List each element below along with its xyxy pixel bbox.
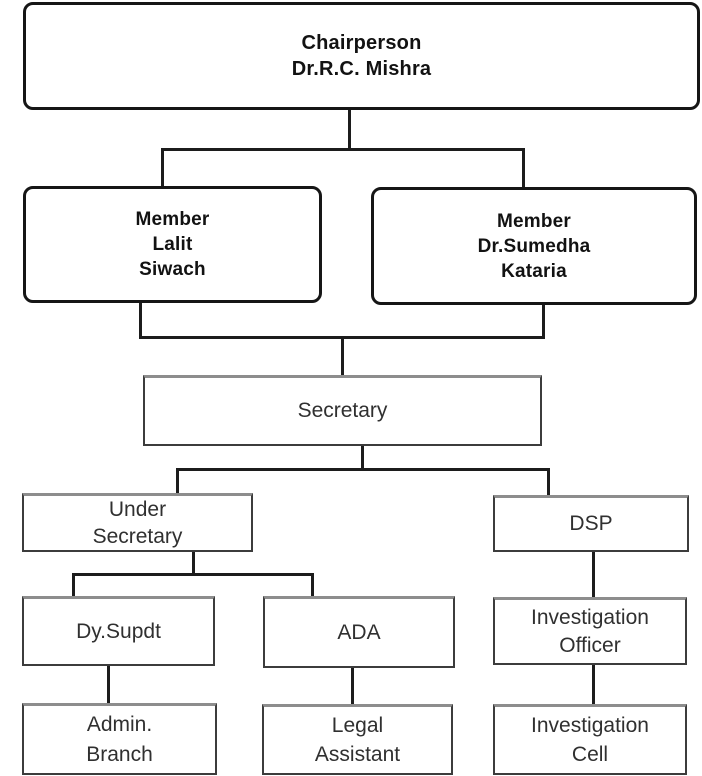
node-dy-supdt — [22, 596, 215, 666]
node-dy-supdt-label: Dy.Supdt — [76, 619, 161, 643]
node-legal-assistant-line1: Legal — [331, 714, 384, 737]
node-member-sumedha-role: Member — [496, 210, 572, 232]
node-investigation-officer-line1: Investigation — [531, 605, 649, 629]
node-chairperson-role: Chairperson — [301, 32, 422, 54]
node-ada-label: ADA — [337, 620, 381, 644]
connector-ada-legal-assistant — [351, 668, 354, 704]
node-investigation-cell-line2: Cell — [571, 743, 609, 766]
connector-member-lalit-drop — [139, 303, 142, 339]
connector-chairperson-drop — [348, 110, 351, 148]
connector-dsp-riser — [547, 468, 550, 495]
connector-under-secretary-riser — [176, 468, 179, 493]
node-legal-assistant-line2: Assistant — [314, 743, 401, 766]
node-chairperson — [23, 2, 700, 110]
node-member-lalit-firstname: Lalit — [152, 234, 193, 255]
node-ada — [263, 596, 455, 668]
connector-secretary-riser — [341, 339, 344, 375]
node-admin-branch-line1: Admin. — [86, 712, 153, 736]
connector-secretary-drop — [361, 446, 364, 470]
connector-chairperson-horizontal — [161, 148, 525, 151]
connector-member-sumedha-riser — [522, 148, 525, 187]
connector-member-lalit-riser — [161, 148, 164, 186]
connector-dy-supdt-admin-branch — [107, 666, 110, 703]
node-under-secretary-line2: Secretary — [92, 525, 183, 548]
connector-investigation-officer-cell — [592, 665, 595, 704]
node-secretary-label: Secretary — [297, 399, 388, 422]
node-under-secretary — [22, 493, 253, 552]
node-investigation-cell — [493, 704, 687, 775]
node-member-sumedha — [371, 187, 697, 305]
node-member-lalit — [23, 186, 322, 303]
connector-ada-riser — [311, 573, 314, 596]
node-dsp — [493, 495, 689, 552]
connector-secretary-horizontal — [176, 468, 550, 471]
connector-dy-supdt-riser — [72, 573, 75, 596]
node-chairperson-name: Dr.R.C. Mishra — [291, 58, 432, 80]
node-member-lalit-lastname: Siwach — [139, 259, 206, 280]
node-admin-branch — [22, 703, 217, 775]
node-member-sumedha-firstname: Dr.Sumedha — [477, 235, 591, 257]
node-legal-assistant — [262, 704, 453, 775]
node-investigation-cell-line1: Investigation — [531, 714, 649, 737]
node-member-lalit-role: Member — [135, 209, 210, 230]
connector-under-secretary-drop — [192, 552, 195, 575]
node-investigation-officer-line2: Officer — [559, 633, 621, 657]
node-under-secretary-line1: Under — [108, 498, 167, 521]
node-secretary — [143, 375, 542, 446]
node-dsp-label: DSP — [569, 512, 613, 535]
node-admin-branch-line2: Branch — [86, 742, 153, 766]
node-investigation-officer — [493, 597, 687, 665]
connector-member-sumedha-drop — [542, 305, 545, 339]
connector-under-secretary-horizontal — [72, 573, 314, 576]
connector-dsp-investigation-officer — [592, 552, 595, 597]
node-member-sumedha-lastname: Kataria — [501, 260, 567, 282]
